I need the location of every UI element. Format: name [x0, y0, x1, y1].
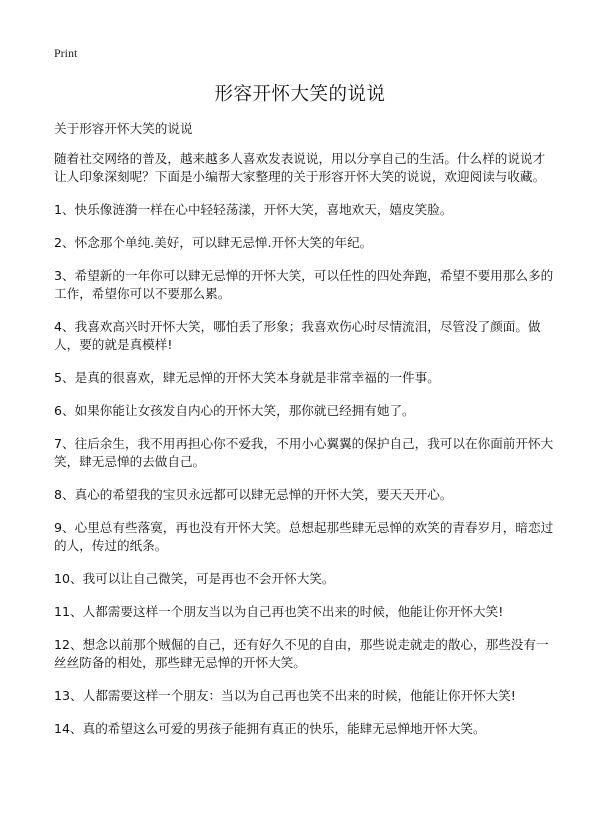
list-item: 4、我喜欢高兴时开怀大笑，哪怕丢了形象；我喜欢伤心时尽情流泪，尽管没了颜面。做人，要的就是真模样!	[54, 319, 541, 352]
list-item: 8、真心的希望我的宝贝永远都可以肆无忌惮的开怀大笑，要天天开心。	[54, 487, 453, 502]
list-item: 10、我可以让自己微笑，可是再也不会开怀大笑。	[54, 571, 335, 586]
list-item: 12、想念以前那个贼倔的自己，还有好久不见的自由，那些说走就走的散心，那些没有一丝丝防备的相处，那些肆无忌惮的开怀大笑。	[54, 637, 549, 670]
list-item: 5、是真的很喜欢，肆无忌惮的开怀大笑本身就是非常幸福的一件事。	[54, 370, 440, 385]
page-title: 形容开怀大笑的说说	[214, 84, 386, 105]
article-body	[54, 120, 554, 753]
list-item: 1、快乐像涟漪一样在心中轻轻荡漾，开怀大笑，喜地欢天，嬉皮笑脸。	[54, 202, 453, 217]
quote-list	[54, 201, 554, 738]
list-item: 11、人都需要这样一个朋友当以为自己再也笑不出来的时候，他能让你开怀大笑!	[54, 604, 504, 619]
list-item: 14、真的希望这么可爱的男孩子能拥有真正的快乐，能肆无忌惮地开怀大笑。	[54, 721, 486, 736]
article-intro: 随着社交网络的普及，越来越多人喜欢发表说说，用以分享自己的生活。什么样的说说才让人印象深刻呢？下面是小编帮大家整理的关于形容开怀大笑的说说，欢迎阅读与收藏。	[54, 151, 546, 184]
print-link[interactable]: Print	[54, 46, 78, 60]
list-item: 6、如果你能让女孩发自内心的开怀大笑，那你就已经拥有她了。	[54, 403, 415, 418]
list-item: 3、希望新的一年你可以肆无忌惮的开怀大笑，可以任性的四处奔跑，希望不要用那么多的工作，希望你可以不要那么累。	[54, 268, 554, 301]
list-item: 13、人都需要这样一个朋友：当以为自己再也笑不出来的时候，他能让你开怀大笑!	[54, 688, 516, 703]
list-item: 2、怀念那个单纯.美好，可以肆无忌惮.开怀大笑的年纪。	[54, 235, 373, 250]
list-item: 7、往后余生，我不用再担心你不爱我，不用小心翼翼的保护自己，我可以在你面前开怀大笑，肆无忌惮的去做自己。	[54, 436, 554, 469]
article-subtitle: 关于形容开怀大笑的说说	[54, 121, 193, 136]
list-item: 9、心里总有些落寞，再也没有开怀大笑。总想起那些肆无忌惮的欢笑的青春岁月，暗恋过的人，传过的纸条。	[54, 520, 554, 553]
